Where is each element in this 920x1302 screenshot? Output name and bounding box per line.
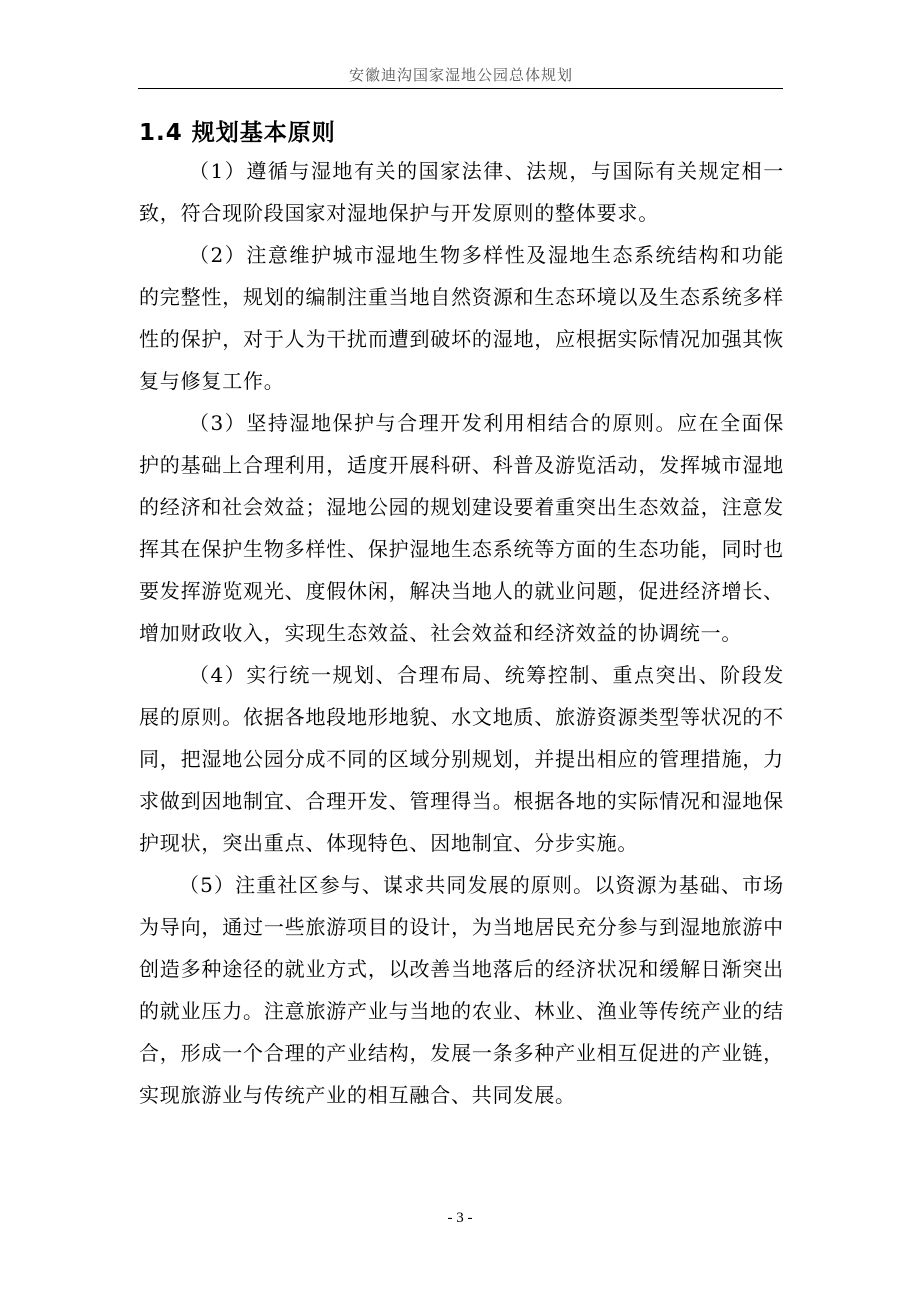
- paragraph-principle-4: （4）实行统一规划、合理布局、统筹控制、重点突出、阶段发展的原则。依据各地段地形地貌、水文地质、旅游资源类型等状况的不同，把湿地公园分成不同的区域分别规划，并提出相应的管理措施，力求做到因地制宜、合理开发、管理得当。根据各地的实际情况和湿地保护现状，突出重点、体现特色、因地制宜、分步实施。: [139, 663, 784, 855]
- header-divider: [138, 88, 783, 89]
- paragraph-principle-2: （2）注意维护城市湿地生物多样性及湿地生态系统结构和功能的完整性，规划的编制注重当地自然资源和生态环境以及生态系统多样性的保护，对于人为干扰而遭到破坏的湿地，应根据实际情况加强其恢复与修复工作。: [139, 243, 784, 393]
- page-number: - 3 -: [447, 1210, 473, 1226]
- body-text: [139, 150, 784, 1116]
- section-heading: 1.4 规划基本原则: [139, 120, 336, 146]
- running-header: 安徽迪沟国家湿地公园总体规划: [348, 66, 573, 84]
- paragraph-principle-1: （1）遵循与湿地有关的国家法律、法规，与国际有关规定相一致，符合现阶段国家对湿地保护与开发原则的整体要求。: [139, 159, 784, 225]
- paragraph-principle-5: （5）注重社区参与、谋求共同发展的原则。以资源为基础、市场为导向，通过一些旅游项目的设计，为当地居民充分参与到湿地旅游中创造多种途径的就业方式，以改善当地落后的经济状况和缓解日渐突出的就业压力。注意旅游产业与当地的农业、林业、渔业等传统产业的结合，形成一个合理的产业结构，发展一条多种产业相互促进的产业链，实现旅游业与传统产业的相互融合、共同发展。: [139, 873, 784, 1107]
- paragraph-principle-3: （3）坚持湿地保护与合理开发利用相结合的原则。应在全面保护的基础上合理利用，适度开展科研、科普及游览活动，发挥城市湿地的经济和社会效益；湿地公园的规划建设要着重突出生态效益，注意发挥其在保护生物多样性、保护湿地生态系统等方面的生态功能，同时也要发挥游览观光、度假休闲，解决当地人的就业问题，促进经济增长、增加财政收入，实现生态效益、社会效益和经济效益的协调统一。: [139, 411, 784, 645]
